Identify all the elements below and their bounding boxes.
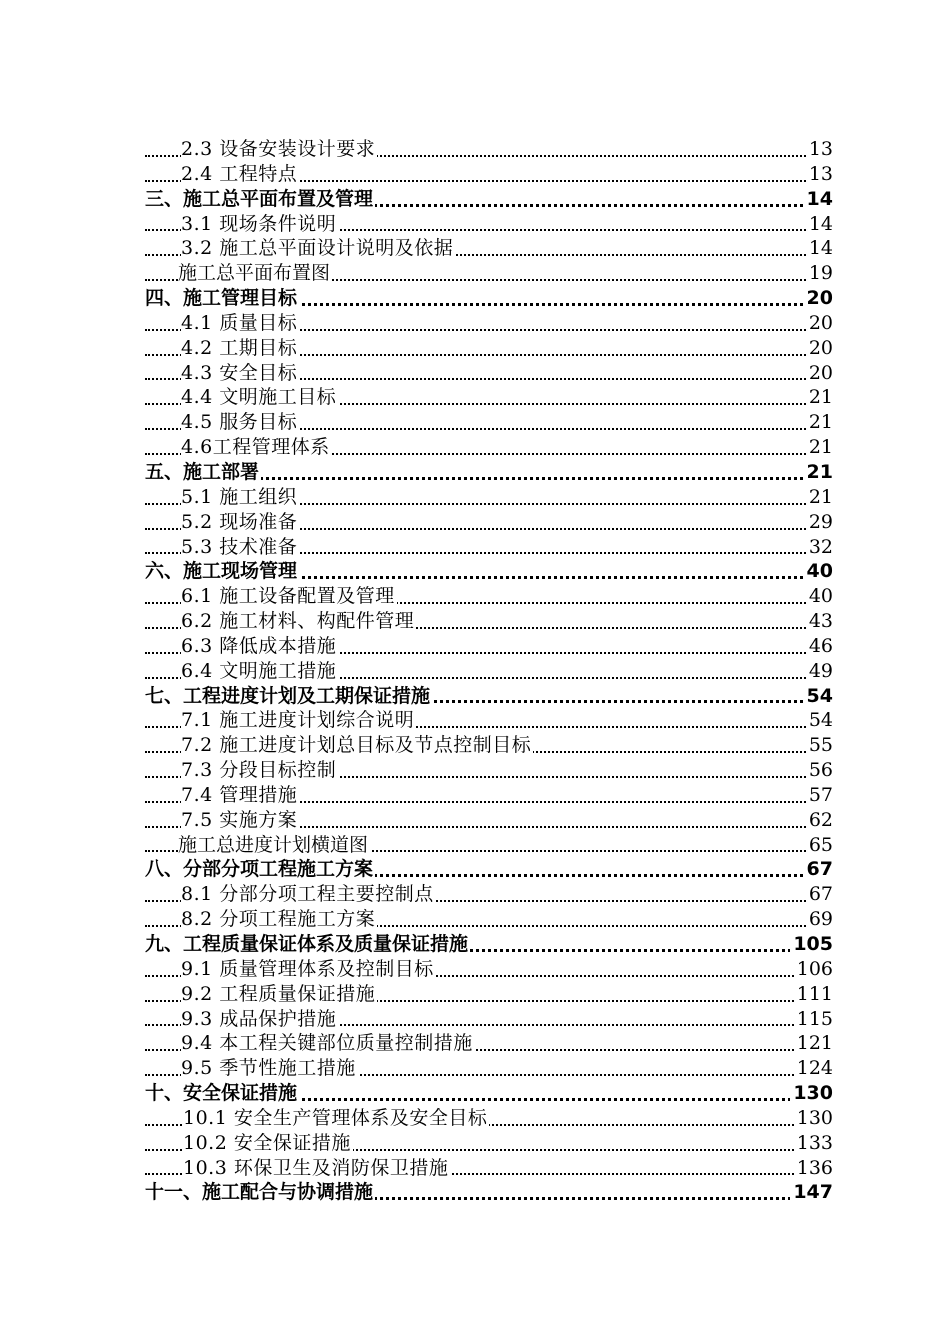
toc-section-entry[interactable] <box>145 261 833 286</box>
toc-entry-title: 四、施工管理目标 <box>145 287 298 310</box>
toc-chapter-entry[interactable] <box>145 857 833 882</box>
toc-section-entry[interactable] <box>145 1056 833 1081</box>
toc-entry-title: 8.2 分项工程施工方案 <box>181 908 376 931</box>
toc-section-entry[interactable] <box>145 385 833 410</box>
toc-page-number: 130 <box>790 1081 833 1106</box>
toc-chapter-entry[interactable] <box>145 1081 833 1106</box>
toc-section-entry[interactable] <box>145 162 833 187</box>
toc-entry-title: 10.2 安全保证措施 <box>183 1131 351 1154</box>
toc-page-number: 14 <box>804 187 833 212</box>
toc-page-number: 32 <box>806 535 833 560</box>
toc-page-number: 20 <box>804 286 833 311</box>
toc-section-entry[interactable] <box>145 609 833 634</box>
toc-section-entry[interactable] <box>145 1106 833 1131</box>
toc-section-entry[interactable] <box>145 957 833 982</box>
table-of-contents <box>0 137 950 1205</box>
toc-section-entry[interactable] <box>145 1031 833 1056</box>
toc-section-entry[interactable] <box>145 758 833 783</box>
toc-section-entry[interactable] <box>145 1131 833 1156</box>
toc-page-number: 43 <box>806 609 833 634</box>
toc-page-number: 124 <box>794 1056 833 1081</box>
toc-section-entry[interactable] <box>145 882 833 907</box>
toc-page-number: 21 <box>806 410 833 435</box>
toc-page-number: 133 <box>794 1131 833 1156</box>
toc-chapter-entry[interactable] <box>145 460 833 485</box>
toc-entry-title: 6.2 施工材料、构配件管理 <box>181 610 415 633</box>
toc-page-number: 105 <box>790 932 833 957</box>
toc-entry-title: 6.1 施工设备配置及管理 <box>181 585 395 608</box>
toc-page-number: 14 <box>806 236 833 261</box>
toc-entry-title: 2.3 设备安装设计要求 <box>181 138 376 160</box>
toc-page-number: 65 <box>806 833 833 858</box>
toc-page-number: 130 <box>794 1106 833 1131</box>
toc-section-entry[interactable] <box>145 1007 833 1032</box>
toc-entry-title: 4.1 质量目标 <box>181 311 298 334</box>
toc-section-entry[interactable] <box>145 833 833 858</box>
toc-page-number: 56 <box>806 758 833 783</box>
toc-page-number: 67 <box>804 857 833 882</box>
toc-chapter-entry[interactable] <box>145 187 833 212</box>
toc-page-number: 19 <box>806 261 833 286</box>
toc-entry-title: 4.6工程管理体系 <box>181 436 330 459</box>
toc-section-entry[interactable] <box>145 535 833 560</box>
toc-section-entry[interactable] <box>145 137 833 162</box>
toc-page-number: 20 <box>806 311 833 336</box>
toc-page-number: 111 <box>794 982 833 1007</box>
toc-entry-title: 6.4 文明施工措施 <box>181 659 337 682</box>
toc-entry-title: 施工总平面布置图 <box>178 262 331 285</box>
toc-section-entry[interactable] <box>145 485 833 510</box>
toc-chapter-entry[interactable] <box>145 286 833 311</box>
toc-section-entry[interactable] <box>145 236 833 261</box>
toc-entry-title: 三、施工总平面布置及管理 <box>145 187 374 210</box>
toc-entry-title: 施工总进度计划横道图 <box>178 833 369 856</box>
toc-section-entry[interactable] <box>145 410 833 435</box>
toc-page-number: 20 <box>806 361 833 386</box>
toc-entry-title: 4.5 服务目标 <box>181 411 298 434</box>
toc-section-entry[interactable] <box>145 311 833 336</box>
toc-section-entry[interactable] <box>145 336 833 361</box>
toc-entry-title: 十一、施工配合与协调措施 <box>145 1181 374 1204</box>
toc-entry-title: 9.5 季节性施工措施 <box>181 1057 356 1080</box>
toc-page-number: 106 <box>794 957 833 982</box>
toc-section-entry[interactable] <box>145 510 833 535</box>
toc-page-number: 40 <box>804 559 833 584</box>
toc-entry-title: 5.3 技术准备 <box>181 535 298 558</box>
toc-page-number: 55 <box>806 733 833 758</box>
toc-entry-title: 九、工程质量保证体系及质量保证措施 <box>145 933 469 955</box>
toc-chapter-entry[interactable] <box>145 932 833 957</box>
toc-entry-title: 4.3 安全目标 <box>181 361 298 384</box>
toc-entry-title: 4.2 工期目标 <box>181 336 298 359</box>
toc-page-number: 46 <box>806 634 833 659</box>
toc-page-number: 147 <box>790 1180 833 1205</box>
toc-entry-title: 6.3 降低成本措施 <box>181 634 337 657</box>
toc-page-number: 62 <box>806 808 833 833</box>
toc-section-entry[interactable] <box>145 659 833 684</box>
toc-chapter-entry[interactable] <box>145 559 833 584</box>
toc-section-entry[interactable] <box>145 584 833 609</box>
toc-entry-title: 3.1 现场条件说明 <box>181 212 337 235</box>
toc-page-number: 21 <box>806 485 833 510</box>
toc-entry-title: 7.1 施工进度计划综合说明 <box>181 709 415 732</box>
toc-entry-title: 4.4 文明施工目标 <box>181 386 337 409</box>
toc-entry-title: 7.4 管理措施 <box>181 783 298 806</box>
toc-entry-title: 八、分部分项工程施工方案 <box>145 858 374 881</box>
toc-entry-title: 五、施工部署 <box>145 460 260 483</box>
toc-page-number: 20 <box>806 336 833 361</box>
toc-page-number: 21 <box>806 435 833 460</box>
toc-entry-title: 5.2 现场准备 <box>181 510 298 533</box>
toc-section-entry[interactable] <box>145 733 833 758</box>
toc-section-entry[interactable] <box>145 212 833 237</box>
toc-page-number: 13 <box>806 162 833 187</box>
toc-page-number: 57 <box>806 783 833 808</box>
toc-entry-title: 10.3 环保卫生及消防保卫措施 <box>183 1156 449 1179</box>
toc-entry-title: 7.3 分段目标控制 <box>181 759 337 782</box>
toc-chapter-entry[interactable] <box>145 1180 833 1205</box>
toc-page-number: 40 <box>806 584 833 609</box>
toc-entry-title: 9.1 质量管理体系及控制目标 <box>181 957 434 980</box>
toc-entry-title: 3.2 施工总平面设计说明及依据 <box>181 237 454 260</box>
toc-entry-title: 2.4 工程特点 <box>181 162 298 185</box>
toc-entry-title: 9.3 成品保护措施 <box>181 1007 337 1030</box>
toc-entry-title: 7.2 施工进度计划总目标及节点控制目标 <box>181 734 532 757</box>
toc-section-entry[interactable] <box>145 634 833 659</box>
toc-section-entry[interactable] <box>145 808 833 833</box>
toc-page-number: 115 <box>794 1007 833 1032</box>
toc-section-entry[interactable] <box>145 435 833 460</box>
toc-section-entry[interactable] <box>145 982 833 1007</box>
toc-entry-title: 七、工程进度计划及工期保证措施 <box>145 684 431 707</box>
toc-chapter-entry[interactable] <box>145 684 833 709</box>
toc-page-number: 136 <box>794 1156 833 1181</box>
toc-section-entry[interactable] <box>145 1156 833 1181</box>
toc-entry-title: 8.1 分部分项工程主要控制点 <box>181 883 434 906</box>
toc-page-number: 14 <box>806 212 833 237</box>
toc-entry-title: 六、施工现场管理 <box>145 560 298 583</box>
toc-section-entry[interactable] <box>145 907 833 932</box>
toc-entry-title: 10.1 安全生产管理体系及安全目标 <box>183 1106 488 1129</box>
toc-section-entry[interactable] <box>145 361 833 386</box>
toc-page-number: 49 <box>806 659 833 684</box>
toc-page-number: 69 <box>806 907 833 932</box>
toc-entry-title: 7.5 实施方案 <box>181 808 298 831</box>
toc-page-number: 21 <box>804 460 833 485</box>
toc-section-entry[interactable] <box>145 783 833 808</box>
toc-section-entry[interactable] <box>145 708 833 733</box>
toc-page-number: 21 <box>806 385 833 410</box>
toc-page-number: 54 <box>804 684 833 709</box>
toc-entry-title: 9.4 本工程关键部位质量控制措施 <box>181 1032 473 1055</box>
toc-entry-title: 9.2 工程质量保证措施 <box>181 982 376 1005</box>
toc-page-number: 54 <box>806 708 833 733</box>
toc-entry-title: 十、安全保证措施 <box>145 1082 298 1105</box>
toc-page-number: 67 <box>806 882 833 907</box>
toc-entry-title: 5.1 施工组织 <box>181 485 298 508</box>
toc-page-number: 121 <box>794 1031 833 1056</box>
toc-page-number: 29 <box>806 510 833 535</box>
toc-page-number: 13 <box>806 137 833 162</box>
